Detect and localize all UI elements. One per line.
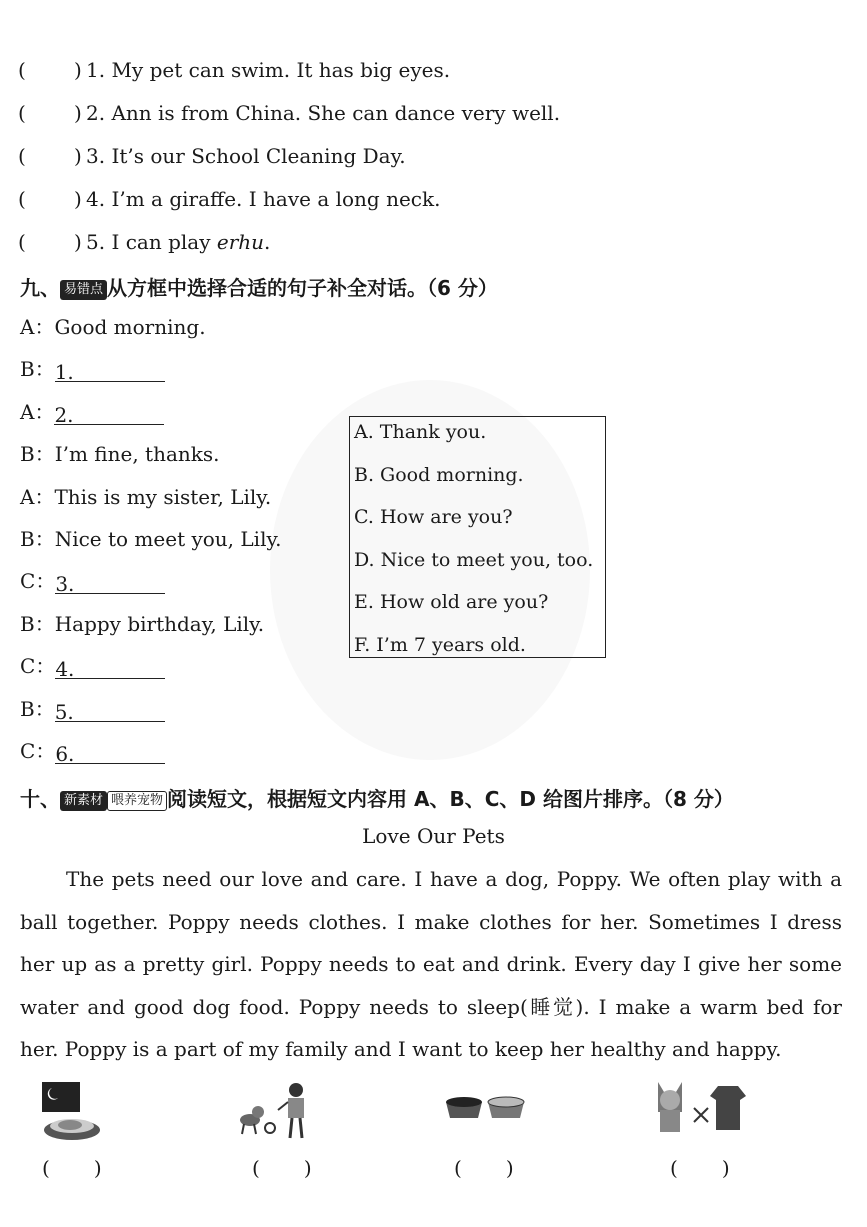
item-sentence: My pet can swim. It has big eyes.: [111, 58, 451, 82]
speaker-label: B: [20, 527, 35, 551]
item-number: 1: [86, 58, 99, 82]
speaker-label: A: [20, 315, 35, 339]
dialogue-text: This is my sister, Lily.: [54, 484, 272, 509]
speaker-label: B: [20, 442, 35, 467]
dialogue-line[interactable]: C：4.: [20, 653, 165, 679]
dialogue-text: Nice to meet you, Lily.: [54, 527, 282, 551]
dialogue-text: Happy birthday, Lily.: [54, 611, 265, 636]
option-item: A. Thank you.: [354, 421, 487, 443]
sleeping-dog-bed-picture: [40, 1080, 104, 1142]
section-10-header: [20, 783, 734, 812]
dialogue-text: Good morning.: [54, 315, 206, 339]
answer-blank[interactable]: [55, 656, 165, 682]
passage-title: Love Our Pets: [362, 824, 505, 848]
item-sentence: Ann is from China. She can dance very well.: [111, 101, 561, 125]
item-number: 2: [86, 101, 99, 125]
answer-paren-close[interactable]: ): [74, 101, 82, 125]
option-item: D. Nice to meet you, too.: [354, 548, 594, 571]
judge-item-text: 4. I’m a giraffe. I have a long neck.: [86, 187, 441, 211]
section-10-prefix: 十、: [20, 787, 60, 811]
passage-text: The pets need our love and care. I have a dog, Poppy. We often play with a ball together. Poppy needs clothes. I make clothes for her. Sometimes I dress her up as a pretty girl. Poppy needs to eat and drink. Every day I give her some water and good dog food. Poppy needs to sleep(睡觉). I make a warm bed for her. Poppy is a part of my family and I want to keep her healthy and happy.: [20, 867, 842, 1061]
item-number: 3: [86, 144, 99, 168]
feeding-pets-badge: 喂养宠物: [107, 791, 167, 811]
judge-item-text: 1. My pet can swim. It has big eyes.: [86, 58, 451, 82]
dialogue-line: A：Good morning.: [20, 315, 206, 339]
dialogue-line[interactable]: C：6.: [20, 738, 165, 764]
answer-paren-close[interactable]: ): [74, 187, 82, 211]
answer-blank[interactable]: [55, 699, 165, 722]
dialogue-text: I’m fine, thanks.: [54, 442, 220, 467]
speaker-label: A: [20, 399, 35, 424]
section-9-title: 从方框中选择合适的句子补全对话。（6 分）: [107, 276, 498, 300]
item-sentence: It’s our School Cleaning Day.: [111, 144, 406, 168]
dialogue-line[interactable]: B：1.: [20, 356, 165, 382]
item-italic-word: erhu: [216, 230, 265, 254]
speaker-label: B: [20, 611, 35, 636]
item-tail: .: [264, 230, 271, 254]
item-number: 5: [86, 230, 99, 254]
answer-slot-1[interactable]: ( ): [42, 1156, 102, 1180]
dialogue-line: B：Happy birthday, Lily.: [20, 611, 265, 636]
answer-paren-open[interactable]: (: [18, 101, 26, 125]
dialogue-line[interactable]: C：3.: [20, 568, 165, 594]
blank-number: 4.: [55, 657, 75, 682]
judge-item-text: 2. Ann is from China. She can dance very well.: [86, 101, 561, 125]
answer-paren-close[interactable]: ): [74, 58, 82, 82]
blank-number: 2.: [54, 402, 74, 427]
speaker-label: A: [20, 484, 35, 509]
judge-item-text: 5. I can play erhu.: [86, 230, 271, 254]
speaker-label: C: [20, 739, 36, 763]
speaker-label: C: [20, 569, 36, 594]
dialogue-line[interactable]: A：2.: [20, 399, 164, 425]
dialogue-line: A：This is my sister, Lily.: [20, 484, 272, 509]
answer-blank[interactable]: [55, 571, 165, 597]
passage: [20, 858, 842, 1071]
speaker-label: C: [20, 654, 36, 679]
speaker-label: B: [20, 696, 35, 721]
option-item: C. How are you?: [354, 506, 513, 529]
section-9-header: [20, 272, 498, 301]
dialogue-line: B：Nice to meet you, Lily.: [20, 527, 282, 551]
blank-number: 5.: [54, 699, 74, 724]
new-material-badge: 新素材: [60, 791, 107, 811]
dialogue-line[interactable]: B：5.: [20, 696, 165, 722]
options-box: [349, 416, 606, 658]
answer-paren-close[interactable]: ): [74, 144, 82, 168]
food-and-water-bowls-picture: [444, 1094, 526, 1122]
answer-paren-close[interactable]: ): [74, 230, 82, 254]
answer-paren-open[interactable]: (: [18, 58, 26, 82]
section-9-prefix: 九、: [20, 276, 60, 300]
answer-blank[interactable]: [54, 402, 164, 425]
dialogue-line: B：I’m fine, thanks.: [20, 442, 220, 467]
answer-paren-open[interactable]: (: [18, 144, 26, 168]
error-prone-badge: 易错点: [60, 280, 107, 300]
girl-playing-ball-with-dog-picture: [234, 1080, 314, 1142]
judge-item-text: 3. It’s our School Cleaning Day.: [86, 144, 406, 168]
section-10-title: 阅读短文，根据短文内容用 A、B、C、D 给图片排序。（8 分）: [167, 787, 734, 811]
item-sentence: I’m a giraffe. I have a long neck.: [111, 187, 441, 211]
answer-blank[interactable]: [54, 359, 165, 385]
option-item: E. How old are you?: [354, 591, 549, 614]
answer-slot-4[interactable]: ( ): [670, 1156, 730, 1180]
item-sentence: I can play: [111, 230, 217, 254]
item-number: 4: [86, 187, 99, 211]
option-item: B. Good morning.: [354, 463, 524, 486]
answer-paren-open[interactable]: (: [18, 187, 26, 211]
answer-paren-open[interactable]: (: [18, 230, 26, 254]
answer-slot-2[interactable]: ( ): [252, 1156, 312, 1180]
blank-number: 1.: [54, 360, 74, 385]
blank-number: 3.: [55, 572, 75, 597]
answer-slot-3[interactable]: ( ): [454, 1156, 514, 1180]
option-item: F. I’m 7 years old.: [354, 634, 526, 656]
speaker-label: B: [20, 357, 35, 382]
dog-with-clothes-picture: [652, 1078, 752, 1136]
answer-blank[interactable]: [55, 741, 165, 764]
blank-number: 6.: [55, 742, 75, 766]
